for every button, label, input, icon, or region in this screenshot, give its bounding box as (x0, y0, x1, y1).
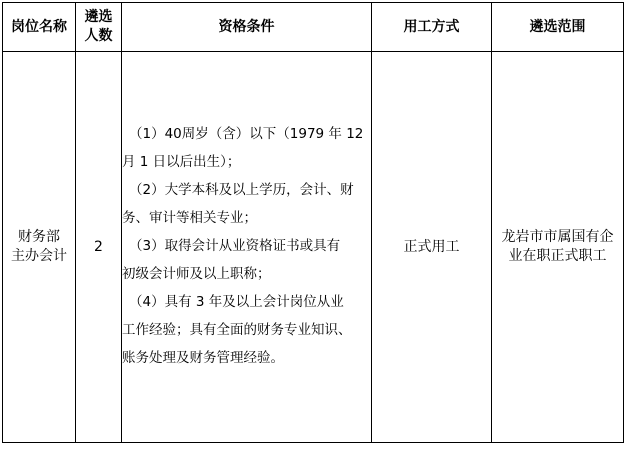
header-count (76, 3, 122, 52)
requirement-line: （4）具有 3 年及以上会计岗位从业 (129, 294, 344, 310)
cell-requirements (122, 52, 372, 443)
scope-line2: 业在职正式职工 (508, 248, 607, 264)
recruitment-table (2, 2, 624, 443)
header-position: 岗位名称 (3, 3, 76, 52)
scope-line1: 龙岩市市属国有企 (501, 229, 614, 245)
requirement-line: 务、审计等相关专业； (122, 210, 257, 226)
table-row (3, 52, 624, 443)
header-row (3, 3, 624, 52)
position-line2: 主办会计 (11, 248, 67, 264)
cell-scope (492, 52, 624, 443)
requirement-line: 月 1 日以后出生）； (122, 154, 241, 170)
header-scope: 遴选范围 (492, 3, 624, 52)
requirement-line: 初级会计师及以上职称； (122, 266, 271, 282)
requirement-line: 工作经验；具有全面的财务专业知识、 (122, 322, 352, 338)
header-count-line1: 遴选 (84, 9, 113, 25)
requirement-line: （1）40周岁（含）以下（1979 年 12 (129, 126, 364, 142)
cell-employment: 正式用工 (372, 52, 492, 443)
header-count-line2: 人数 (84, 28, 113, 44)
cell-position (3, 52, 76, 443)
header-employment: 用工方式 (372, 3, 492, 52)
requirement-line: （2）大学本科及以上学历，会计、财 (129, 182, 354, 198)
requirement-line: 账务处理及财务管理经验。 (122, 350, 284, 366)
requirement-line: （3）取得会计从业资格证书或具有 (129, 238, 341, 254)
position-line1: 财务部 (18, 229, 60, 245)
cell-count: 2 (76, 52, 122, 443)
header-requirements: 资格条件 (122, 3, 372, 52)
